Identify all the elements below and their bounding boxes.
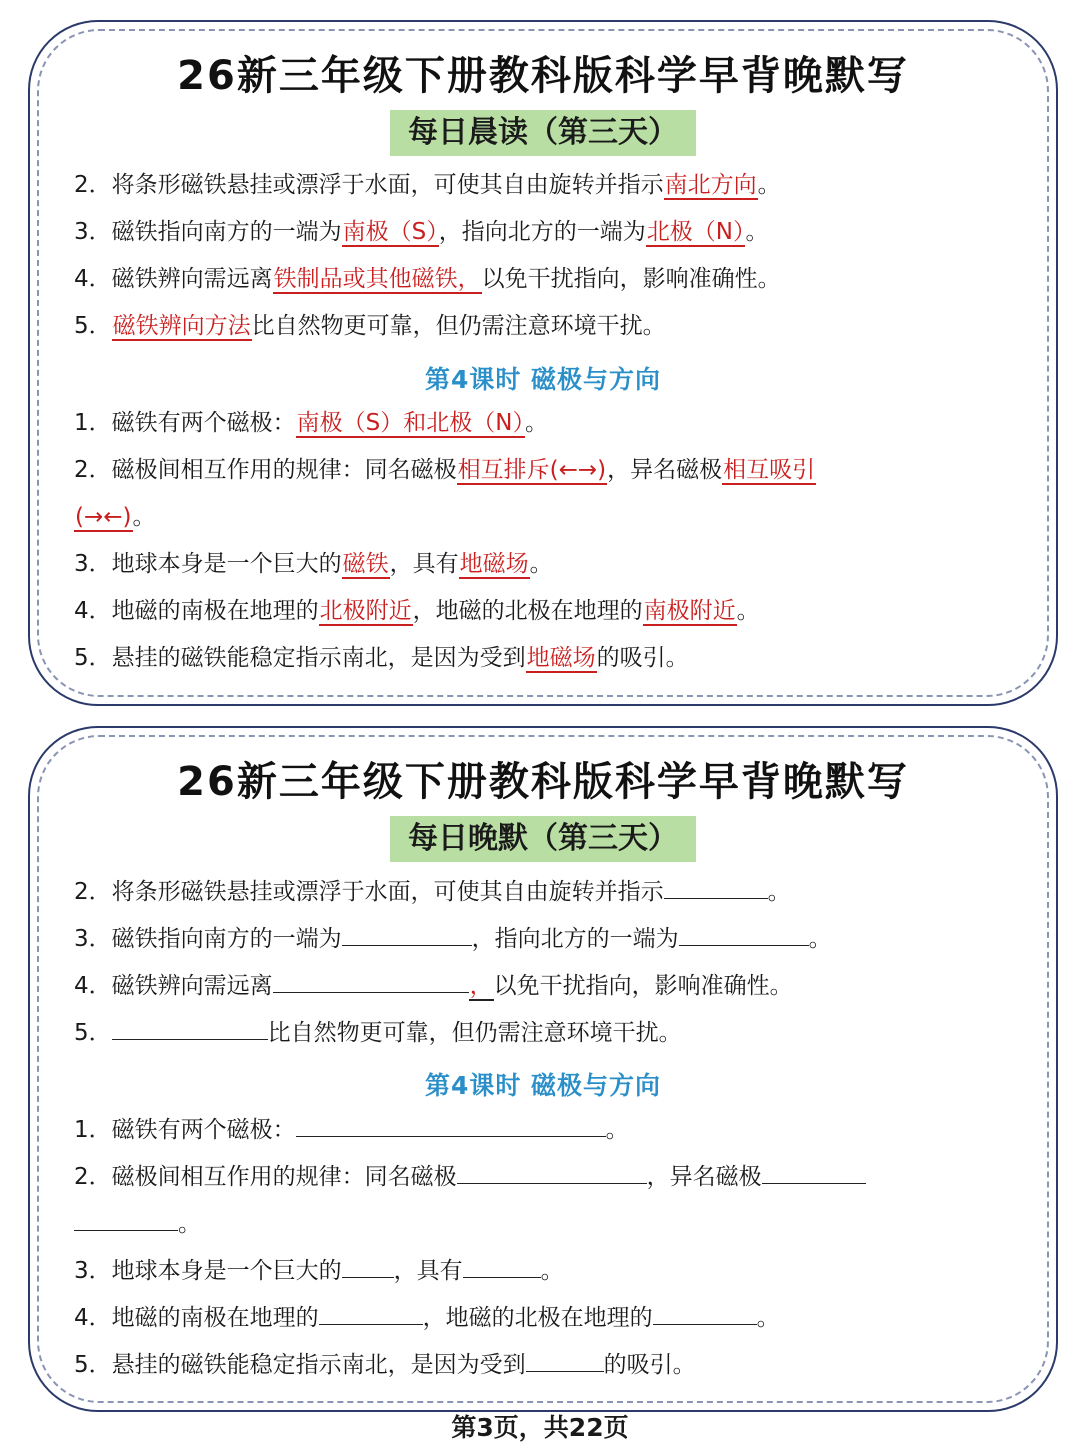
page-title: 26新三年级下册教科版科学早背晚默写	[177, 759, 909, 805]
lesson-item-4	[74, 1302, 780, 1333]
morning-banner: 每日晨读（第三天）	[390, 110, 696, 156]
lesson-item-2	[74, 455, 816, 485]
item-text: 地磁的南极在地理的	[111, 598, 319, 624]
item-text: ，地磁的北极在地理的	[412, 598, 643, 624]
item-text: 。	[745, 219, 769, 245]
item-number: 2．	[74, 1164, 112, 1190]
evening-item-2	[74, 876, 791, 907]
item-text: ，地磁的北极在地理的	[422, 1305, 653, 1331]
item-text: 磁铁辨向需远离	[111, 266, 273, 292]
lesson-item-2-cont	[74, 1208, 201, 1239]
item-text: 磁极间相互作用的规律：同名磁极	[111, 1164, 457, 1190]
fill-blank[interactable]	[273, 970, 469, 993]
evening-card	[28, 726, 1058, 1412]
fill-blank[interactable]	[342, 1255, 394, 1278]
item-number: 2．	[74, 879, 112, 905]
lesson-heading: 第4课时 磁极与方向	[424, 1071, 662, 1100]
item-text: 以免干扰指向，影响准确性。	[481, 266, 781, 292]
item-number: 1．	[74, 410, 112, 436]
answer: 南极（S）和北极（N）	[296, 410, 524, 436]
answer: 南极附近	[643, 598, 736, 624]
fill-blank[interactable]	[112, 1017, 268, 1040]
evening-item-3	[74, 923, 832, 954]
item-text: ，指向北方的一端为	[471, 926, 679, 952]
answer: 北极（N）	[646, 219, 745, 245]
item-text: 。	[132, 504, 156, 530]
item-text: ，异名磁极	[607, 457, 723, 483]
item-text: 的吸引。	[603, 1352, 696, 1378]
fill-blank[interactable]	[762, 1161, 866, 1184]
lesson-item-2	[74, 1161, 866, 1192]
item-text: 磁铁辨向需远离	[111, 973, 273, 999]
item-text: 将条形磁铁悬挂或漂浮于水面，可使其自由旋转并指示	[111, 879, 664, 905]
item-text: 。	[736, 598, 760, 624]
fill-blank[interactable]	[664, 876, 768, 899]
item-number: 5．	[74, 1352, 112, 1378]
item-text: 地球本身是一个巨大的	[111, 551, 342, 577]
lesson-item-1	[74, 1114, 629, 1145]
item-text: 悬挂的磁铁能稳定指示南北，是因为受到	[111, 1352, 526, 1378]
item-number: 3．	[74, 551, 112, 577]
item-text: 磁铁指向南方的一端为	[111, 219, 342, 245]
item-number: 4．	[74, 1305, 112, 1331]
item-text: 。	[178, 1211, 201, 1237]
item-text: 磁铁指向南方的一端为	[111, 926, 342, 952]
item-text: 。	[529, 551, 553, 577]
fill-blank[interactable]	[319, 1302, 423, 1325]
answer: 地磁场	[526, 645, 596, 671]
item-number: 3．	[74, 219, 112, 245]
lesson-item-1	[74, 408, 548, 438]
item-number: 3．	[74, 926, 112, 952]
item-number: 4．	[74, 598, 112, 624]
item-number: 5．	[74, 313, 112, 339]
item-text: 以免干扰指向，影响准确性。	[493, 973, 793, 999]
fill-blank[interactable]	[457, 1161, 647, 1184]
page-title: 26新三年级下册教科版科学早背晚默写	[177, 53, 909, 99]
fill-blank[interactable]	[653, 1302, 757, 1325]
item-text: 比自然物更可靠，但仍需注意环境干扰。	[267, 1020, 682, 1046]
item-text: 地磁的南极在地理的	[111, 1305, 319, 1331]
answer: 北极附近	[319, 598, 412, 624]
answer: 南北方向	[664, 172, 757, 198]
item-text: 磁铁有两个磁极：	[111, 1117, 296, 1143]
item-text: ，具有	[389, 551, 459, 577]
item-number: 1．	[74, 1117, 112, 1143]
item-text: 磁极间相互作用的规律：同名磁极	[111, 457, 457, 483]
item-number: 2．	[74, 172, 112, 198]
fill-blank[interactable]	[74, 1208, 178, 1231]
fill-blank[interactable]	[526, 1349, 604, 1372]
item-number: 2．	[74, 457, 112, 483]
item-text: 比自然物更可靠，但仍需注意环境干扰。	[251, 313, 666, 339]
item-text: 的吸引。	[596, 645, 689, 671]
answer: 相互排斥(←→)	[457, 457, 607, 483]
answer: 南极（S）	[342, 219, 438, 245]
evening-banner: 每日晚默（第三天）	[390, 816, 696, 862]
lesson-item-2-cont	[74, 502, 156, 532]
lesson-item-3	[74, 549, 553, 579]
lesson-item-3	[74, 1255, 564, 1286]
item-number: 5．	[74, 1020, 112, 1046]
lesson-heading: 第4课时 磁极与方向	[424, 365, 662, 394]
item-text: ，异名磁极	[646, 1164, 762, 1190]
morning-item-5	[74, 311, 666, 341]
fill-blank[interactable]	[342, 923, 472, 946]
item-text: 。	[757, 172, 781, 198]
item-text: 悬挂的磁铁能稳定指示南北，是因为受到	[111, 645, 526, 671]
item-text: ，具有	[393, 1258, 463, 1284]
item-text: 。	[756, 1305, 780, 1331]
item-text: 地球本身是一个巨大的	[111, 1258, 342, 1284]
item-text: 。	[524, 410, 548, 436]
item-text: ，指向北方的一端为	[438, 219, 646, 245]
answer: (→←)	[75, 504, 132, 530]
item-text: 。	[540, 1258, 564, 1284]
item-text: 。	[767, 879, 791, 905]
answer: 地磁场	[459, 551, 529, 577]
item-number: 4．	[74, 266, 112, 292]
item-number: 3．	[74, 1258, 112, 1284]
morning-item-3	[74, 217, 768, 247]
fill-blank[interactable]	[679, 923, 809, 946]
fill-blank[interactable]	[296, 1114, 606, 1137]
page-footer: 第3页，共22页	[451, 1413, 629, 1442]
item-number: 4．	[74, 973, 112, 999]
morning-item-4	[74, 264, 781, 294]
lesson-item-5	[74, 643, 689, 673]
evening-item-4	[74, 970, 793, 1001]
morning-item-2	[74, 170, 781, 200]
item-text: 将条形磁铁悬挂或漂浮于水面，可使其自由旋转并指示	[111, 172, 664, 198]
comma: ，	[469, 973, 493, 999]
lesson-item-5	[74, 1349, 696, 1380]
lesson-item-4	[74, 596, 760, 626]
evening-item-5	[74, 1017, 682, 1048]
item-text: 。	[808, 926, 832, 952]
morning-card	[28, 20, 1058, 706]
answer: 磁铁	[342, 551, 389, 577]
answer: 相互吸引	[723, 457, 816, 483]
item-text: 。	[605, 1117, 629, 1143]
item-number: 5．	[74, 645, 112, 671]
answer: 铁制品或其他磁铁，	[273, 266, 481, 292]
fill-blank[interactable]	[463, 1255, 541, 1278]
answer: 磁铁辨向方法	[112, 313, 251, 339]
item-text: 磁铁有两个磁极：	[111, 410, 296, 436]
